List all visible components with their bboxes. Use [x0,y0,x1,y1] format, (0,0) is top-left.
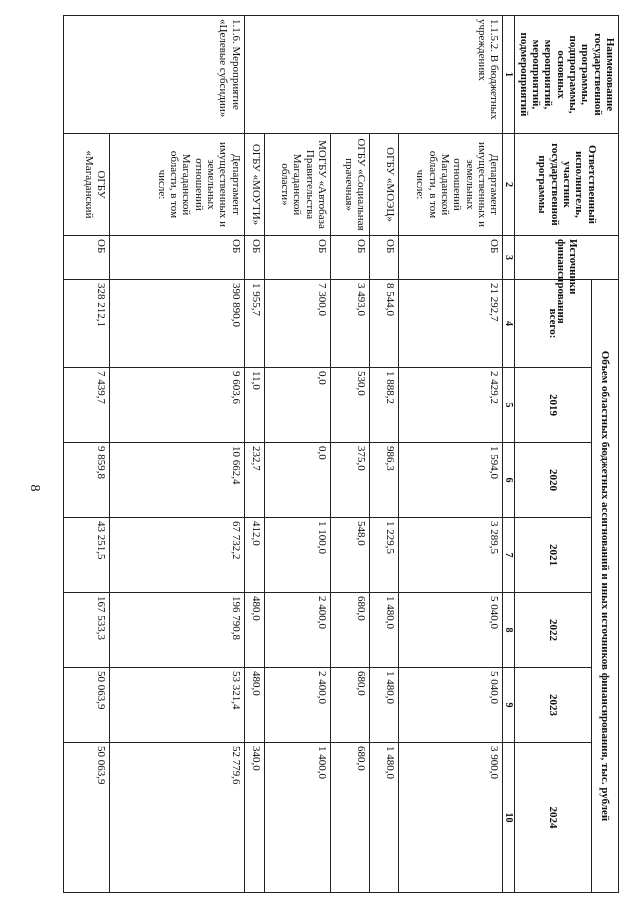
year-value: 1 888,2 [369,368,399,443]
executor-cell: Департамент имущественных и земельных отношений Магаданской области, в том числе: [399,134,503,236]
header-year: 2021 [515,518,591,593]
year-value: 1 480,0 [369,668,399,743]
activity-name: 1.1.6. Мероприятие «Целевые субсидии» [64,16,244,134]
year-value: 9 603,6 [110,368,244,443]
header-year: 2023 [515,668,591,743]
year-value: 2 400,0 [265,593,331,668]
total-value: 21 292,7 [399,280,503,368]
table-row [399,16,503,893]
year-value: 412,0 [244,518,265,593]
header-executor: Ответственный исполнитель, участник государственной программы [515,134,619,236]
column-number: 8 [503,593,515,668]
header-source: Источники финансирования [515,236,619,280]
column-number: 4 [503,280,515,368]
year-value: 530,0 [331,368,370,443]
column-number: 3 [503,236,515,280]
total-value: 7 300,0 [265,280,331,368]
year-value: 1 594,0 [399,443,503,518]
column-number: 5 [503,368,515,443]
total-value: 328 212,1 [64,280,110,368]
activity-name: 1.1.5.2. В бюджетных учреждениях [244,16,503,134]
year-value: 0,0 [265,368,331,443]
table-row [331,16,370,893]
year-value: 10 662,4 [110,443,244,518]
year-value: 480,0 [244,668,265,743]
total-value: 1 955,7 [244,280,265,368]
header-year: 2020 [515,443,591,518]
year-value: 50 063,9 [64,668,110,743]
table-body [64,16,503,893]
source-cell: ОБ [331,236,370,280]
year-value: 680,0 [331,668,370,743]
column-number: 1 [503,16,515,134]
column-number: 10 [503,743,515,893]
header-funding-group: Объем областных бюджетных ассигнований и иных источников финансирования, тыс. рублей [591,280,618,893]
year-value: 548,0 [331,518,370,593]
column-number: 7 [503,518,515,593]
executor-cell: ОГБУ «Социальная прачечная» [331,134,370,236]
year-value: 375,0 [331,443,370,518]
year-value: 680,0 [331,593,370,668]
total-value: 3 493,0 [331,280,370,368]
header-total: всего: [515,280,591,368]
year-value: 53 321,4 [110,668,244,743]
column-number-row [503,16,515,893]
header-name: Наименование государственной программы, подпрограммы, основных мероприятий, мероприятий, подмероприятий [515,16,619,134]
year-value: 52 779,6 [110,743,244,893]
year-value: 3 900,0 [399,743,503,893]
year-value: 1 480,0 [369,743,399,893]
column-number: 9 [503,668,515,743]
column-number: 2 [503,134,515,236]
table-row [64,16,110,893]
source-cell: ОБ [399,236,503,280]
year-value: 7 439,7 [64,368,110,443]
year-value: 11,0 [244,368,265,443]
executor-cell: ОГБУ «Магаданский [64,134,110,236]
total-value: 8 544,0 [369,280,399,368]
source-cell: ОБ [64,236,110,280]
table-row [244,16,265,893]
year-value: 1 400,0 [265,743,331,893]
year-value: 680,0 [331,743,370,893]
page-number: 8 [27,484,42,492]
year-value: 2 429,2 [399,368,503,443]
source-cell: ОБ [244,236,265,280]
year-value: 196 790,8 [110,593,244,668]
year-value: 9 859,8 [64,443,110,518]
year-value: 340,0 [244,743,265,893]
source-cell: ОБ [265,236,331,280]
total-value: 390 890,0 [110,280,244,368]
year-value: 1 229,5 [369,518,399,593]
year-value: 5 040,0 [399,593,503,668]
rotated-table-content [69,15,619,892]
header-year: 2024 [515,743,591,893]
funding-table [64,15,620,893]
table-row [265,16,331,893]
year-value: 986,3 [369,443,399,518]
year-value: 167 533,3 [64,593,110,668]
executor-cell: Департамент имущественных и земельных отношений Магаданской области, в том числе: [110,134,244,236]
header-year: 2019 [515,368,591,443]
executor-cell: ОГБУ «МОУТИ» [244,134,265,236]
year-value: 1 100,0 [265,518,331,593]
year-value: 1 480,0 [369,593,399,668]
year-value: 480,0 [244,593,265,668]
table-row [369,16,399,893]
year-value: 232,7 [244,443,265,518]
year-value: 3 289,5 [399,518,503,593]
table-row [110,16,244,893]
year-value: 67 732,2 [110,518,244,593]
source-cell: ОБ [369,236,399,280]
header-year: 2022 [515,593,591,668]
year-value: 50 063,9 [64,743,110,893]
year-value: 2 400,0 [265,668,331,743]
source-cell: ОБ [110,236,244,280]
year-value: 43 251,5 [64,518,110,593]
rotated-table-frame [69,15,619,892]
executor-cell: ОГБУ «МОЭЦ» [369,134,399,236]
year-value: 0,0 [265,443,331,518]
column-number: 6 [503,443,515,518]
executor-cell: МОГБУ «Автобаза Правительства Магаданской области» [265,134,331,236]
year-value: 5 040,0 [399,668,503,743]
